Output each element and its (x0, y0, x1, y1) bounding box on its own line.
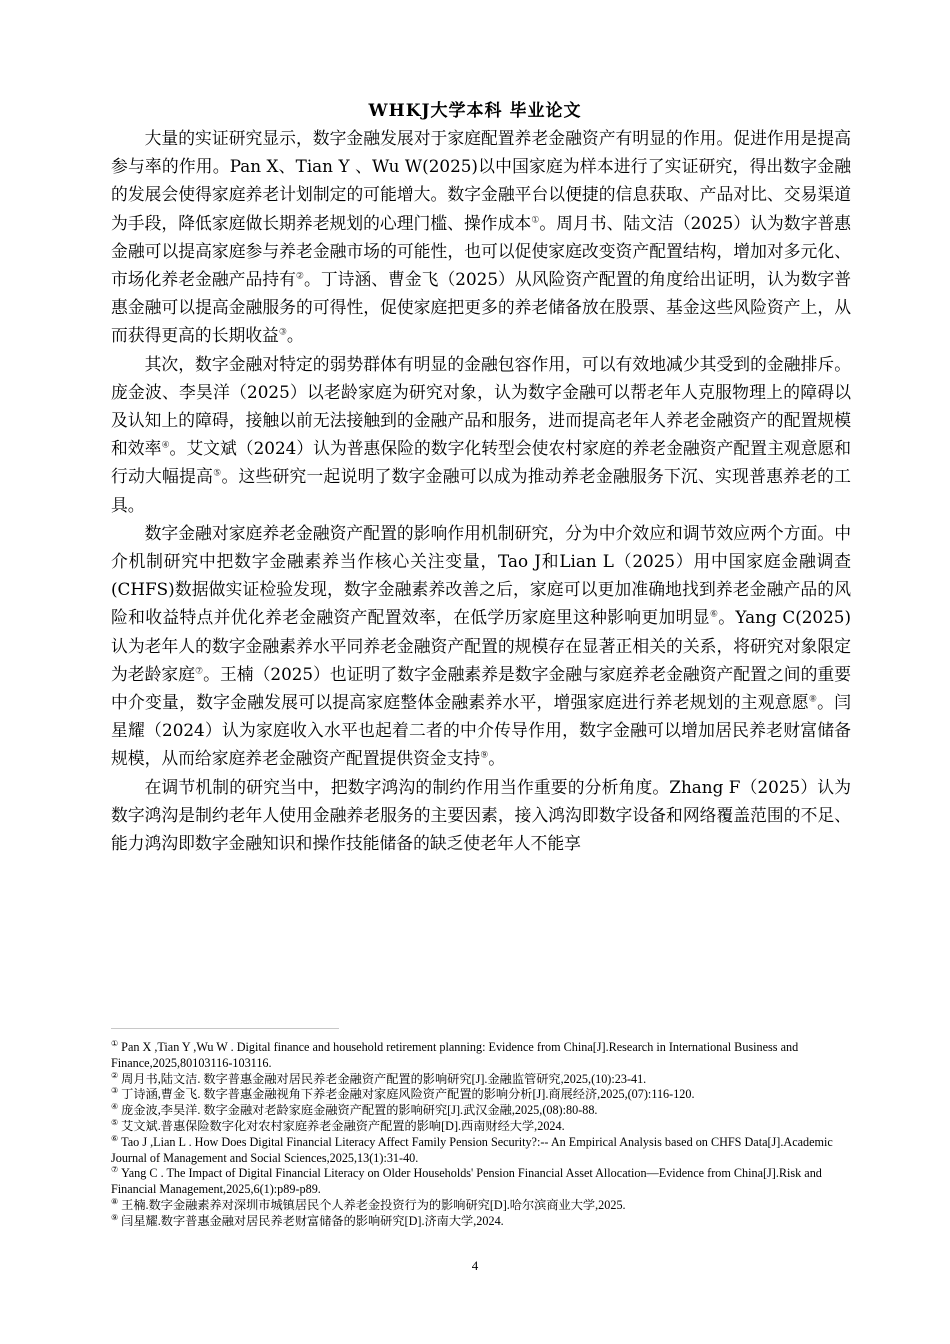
footnote-ref[interactable]: ⑧ (808, 694, 818, 705)
paragraph-1: 大量的实证研究显示，数字金融发展对于家庭配置养老金融资产有明显的作用。促进作用是提高参与率的作用。Pan X、Tian Y 、Wu W(2025)以中国家庭为样本进行了实证研究，得出数字金融的发展会使得家庭养老计划制定的可能增大。数字金融平台以便捷的信息获取、产品对比、交易渠道为手段，降低家庭做长期养老规划的心理门槛、操作成本①。周月书、陆文洁（2025）认为数字普惠金融可以提高家庭参与养老金融市场的可能性，也可以促使家庭改变资产配置结构，增加对多元化、市场化养老金融产品持有②。丁诗涵、曹金飞（2025）从风险资产配置的角度给出证明，认为数字普惠金融可以提高金融服务的可得性，促使家庭把更多的养老储备放在股票、基金这些风险资产上，从而获得更高的长期收益③。 (111, 128, 851, 346)
paragraph-2: 其次，数字金融对特定的弱势群体有明显的金融包容作用，可以有效地减少其受到的金融排斥。庞金波、李昊洋（2025）以老龄家庭为研究对象，认为数字金融可以帮老年人克服物理上的障碍以及认知上的障碍，接触以前无法接触到的金融产品和服务，进而提高老年人养老金融资产的配置规模和效率④。艾文斌（2024）认为普惠保险的数字化转型会使农村家庭的养老金融资产配置主观意愿和行动大幅提高⑤。这些研究一起说明了数字金融可以成为推动养老金融服务下沉、实现普惠养老的工具。 (111, 353, 851, 515)
footnote-item (111, 1119, 853, 1135)
body-text (111, 124, 851, 857)
footnote-item (111, 1214, 853, 1230)
footnote-item (111, 1135, 853, 1167)
footnote-item (111, 1198, 853, 1214)
footnote-mark: ⑨ (111, 1212, 119, 1222)
page-header: WHKJ大学本科 毕业论文 (368, 101, 582, 121)
page-number: 4 (471, 1258, 479, 1273)
footnote-item (111, 1166, 853, 1198)
footnote-text: 庞金波,李昊洋. 数字金融对老龄家庭金融资产配置的影响研究[J].武汉金融,2025,(08):80-88. (121, 1103, 598, 1118)
footnote-divider (111, 1028, 339, 1029)
footnote-item (111, 1040, 853, 1072)
footnote-text: 周月书,陆文洁. 数字普惠金融对居民养老金融资产配置的影响研究[J].金融监管研究,2025,(10):23-41. (121, 1071, 647, 1086)
footnote-ref[interactable]: ⑥ (709, 609, 719, 620)
footnote-text: 丁诗涵,曹金飞. 数字普惠金融视角下养老金融对家庭风险资产配置的影响分析[J].商展经济,2025,(07):116-120. (121, 1087, 695, 1102)
footnote-item (111, 1087, 853, 1103)
footnote-text: Pan X ,Tian Y ,Wu W . Digital finance and household retirement planning: Evidence from China[J].Research in International Business and Finance,2025,80103116-103116. (111, 1040, 799, 1070)
footnote-text: 艾文斌.普惠保险数字化对农村家庭养老金融资产配置的影响[D].西南财经大学,2024. (121, 1118, 565, 1133)
footnote-text: Tao J ,Lian L . How Does Digital Financial Literacy Affect Family Pension Security?:-- An Empirical Analysis based on CHFS Data[J].Academic Journal of Management and Social Sciences,2025,13(1):31-40. (111, 1134, 833, 1165)
footnote-item (111, 1103, 853, 1119)
footnote-text: 王楠.数字金融素养对深圳市城镇居民个人养老金投资行为的影响研究[D].哈尔滨商业大学,2025. (121, 1197, 626, 1212)
footnote-ref[interactable]: ③ (278, 327, 287, 338)
paragraph-4: 在调节机制的研究当中，把数字鸿沟的制约作用当作重要的分析角度。Zhang F（2025）认为数字鸿沟是制约老年人使用金融养老服务的主要因素，接入鸿沟即数字设备和网络覆盖范围的不足、能力鸿沟即数字金融知识和操作技能储备的缺乏使老年人不能享 (111, 776, 851, 854)
footnote-ref[interactable]: ② (295, 271, 305, 282)
footnote-mark: ① (111, 1038, 119, 1048)
footnote-ref[interactable]: ④ (161, 440, 170, 451)
footnote-mark: ④ (111, 1102, 119, 1112)
paragraph-3: 数字金融对家庭养老金融资产配置的影响作用机制研究，分为中介效应和调节效应两个方面。中介机制研究中把数字金融素养当作核心关注变量，Tao J和Lian L（2025）用中国家庭金融调查(CHFS)数据做实证检验发现，数字金融素养改善之后，家庭可以更加准确地找到养老金融产品的风险和收益特点并优化养老金融资产配置效率，在低学历家庭里这种影响更加明显⑥。Yang C(2025)认为老年人的数字金融素养水平同养老金融资产配置的规模存在显著正相关的关系，将研究对象限定为老龄家庭⑦。王楠（2025）也证明了数字金融素养是数字金融与家庭养老金融资产配置之间的重要中介变量，数字金融发展可以提高家庭整体金融素养水平，增强家庭进行养老规划的主观意愿⑧。闫星耀（2024）认为家庭收入水平也起着二者的中介传导作用，数字金融可以增加居民养老财富储备规模，从而给家庭养老金融资产配置提供资金支持⑨。 (111, 522, 851, 769)
footnote-ref[interactable]: ⑨ (480, 750, 489, 761)
footnote-mark: ③ (111, 1086, 119, 1096)
footnote-ref[interactable]: ⑦ (195, 666, 204, 677)
footnote-text: 闫星耀.数字普惠金融对居民养老财富储备的影响研究[D].济南大学,2024. (121, 1213, 504, 1228)
footnote-mark: ② (111, 1070, 119, 1080)
footnote-mark: ⑥ (111, 1133, 119, 1143)
footnote-item (111, 1072, 853, 1088)
footnote-mark: ⑤ (111, 1117, 119, 1127)
footnotes (111, 1040, 853, 1230)
footnote-mark: ⑧ (111, 1196, 119, 1206)
footnote-ref[interactable]: ⑤ (213, 468, 222, 479)
footnote-ref[interactable]: ① (531, 215, 540, 226)
footnote-text: Yang C . The Impact of Digital Financial Literacy on Older Households' Pension Financial Asset Allocation—Evidence from China[J].Risk and Financial Management,2025,6(1):p89-p89. (111, 1166, 822, 1197)
footnote-mark: ⑦ (111, 1165, 119, 1175)
